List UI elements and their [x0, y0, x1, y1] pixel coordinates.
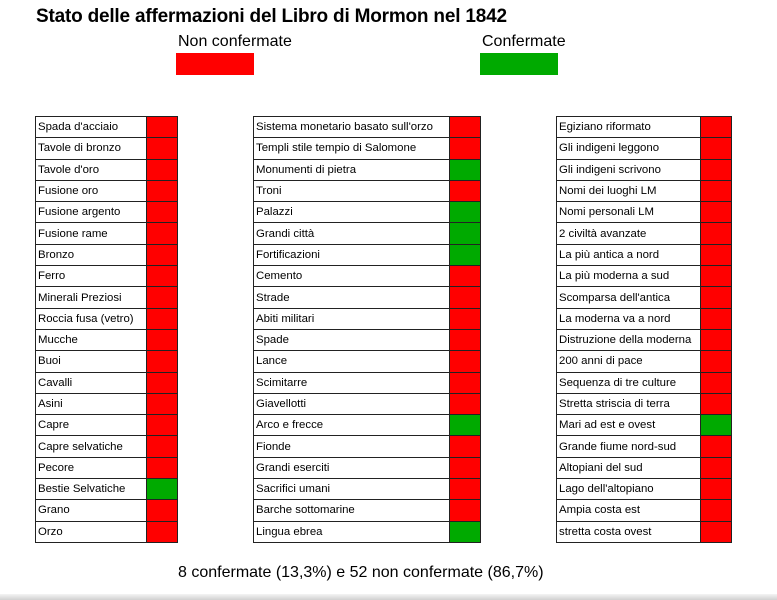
claim-status-cell	[450, 117, 481, 138]
claim-label: 2 civiltà avanzate	[557, 223, 701, 244]
claim-status-cell	[450, 500, 481, 521]
claim-label: Monumenti di pietra	[254, 159, 450, 180]
legend-unconfirmed-swatch	[176, 53, 254, 75]
legend-unconfirmed-label: Non confermate	[178, 33, 292, 50]
claim-status-cell	[701, 457, 732, 478]
table-row	[557, 223, 732, 244]
claim-label: La più moderna a sud	[557, 266, 701, 287]
claim-status-cell	[147, 500, 178, 521]
claim-label: Ampia costa est	[557, 500, 701, 521]
claim-status-cell	[147, 180, 178, 201]
claim-label: Ferro	[36, 266, 147, 287]
claim-status-cell	[701, 202, 732, 223]
claim-label: Distruzione della moderna	[557, 329, 701, 350]
claim-status-cell	[701, 479, 732, 500]
table-row	[36, 180, 178, 201]
claim-label: Spade	[254, 329, 450, 350]
table-row	[36, 500, 178, 521]
claim-status-cell	[147, 138, 178, 159]
table-row	[254, 117, 481, 138]
table-row	[254, 308, 481, 329]
claim-label: Bestie Selvatiche	[36, 479, 147, 500]
claim-status-cell	[450, 415, 481, 436]
claim-label: Tavole di bronzo	[36, 138, 147, 159]
table-row	[557, 521, 732, 542]
claim-status-cell	[147, 393, 178, 414]
claim-label: Scimitarre	[254, 372, 450, 393]
claim-label: Pecore	[36, 457, 147, 478]
claim-label: Egiziano riformato	[557, 117, 701, 138]
claim-status-cell	[701, 393, 732, 414]
claim-label: Cemento	[254, 266, 450, 287]
claim-status-cell	[701, 138, 732, 159]
table-row	[36, 244, 178, 265]
claim-label: Abiti militari	[254, 308, 450, 329]
table-row	[36, 159, 178, 180]
claim-status-cell	[147, 457, 178, 478]
table-row	[557, 266, 732, 287]
claim-status-cell	[450, 436, 481, 457]
claim-status-cell	[450, 308, 481, 329]
claim-label: Tavole d'oro	[36, 159, 147, 180]
claim-status-cell	[147, 223, 178, 244]
claim-status-cell	[147, 479, 178, 500]
claim-status-cell	[701, 372, 732, 393]
claim-label: Giavellotti	[254, 393, 450, 414]
table-row	[557, 159, 732, 180]
claim-status-cell	[450, 138, 481, 159]
claim-label: 200 anni di pace	[557, 351, 701, 372]
table-row	[36, 329, 178, 350]
table-row	[557, 308, 732, 329]
table-row	[557, 393, 732, 414]
table-row	[254, 479, 481, 500]
table-row	[36, 351, 178, 372]
table-row	[254, 244, 481, 265]
legend-confirmed-swatch	[480, 53, 558, 75]
claim-status-cell	[701, 117, 732, 138]
table-row	[36, 436, 178, 457]
table-row	[254, 436, 481, 457]
table-row	[36, 479, 178, 500]
claim-label: Cavalli	[36, 372, 147, 393]
table-row	[557, 415, 732, 436]
window-bottom-edge	[0, 594, 777, 600]
claim-label: Lago dell'altopiano	[557, 479, 701, 500]
claim-status-cell	[701, 351, 732, 372]
claim-status-cell	[450, 329, 481, 350]
claim-status-cell	[450, 202, 481, 223]
claim-status-cell	[701, 500, 732, 521]
table-row	[557, 202, 732, 223]
claim-label: Grano	[36, 500, 147, 521]
claim-label: Orzo	[36, 521, 147, 542]
claim-status-cell	[450, 180, 481, 201]
claim-status-cell	[450, 287, 481, 308]
claim-status-cell	[147, 244, 178, 265]
claim-label: Troni	[254, 180, 450, 201]
claim-label: Fionde	[254, 436, 450, 457]
table-row	[557, 329, 732, 350]
table-row	[557, 351, 732, 372]
claim-label: Sacrifici umani	[254, 479, 450, 500]
claim-status-cell	[147, 159, 178, 180]
claims-table-middle	[253, 116, 481, 543]
claim-label: Altopiani del sud	[557, 457, 701, 478]
table-row	[36, 266, 178, 287]
table-row	[557, 436, 732, 457]
table-row	[254, 202, 481, 223]
claim-status-cell	[701, 329, 732, 350]
table-row	[254, 266, 481, 287]
claim-label: La moderna va a nord	[557, 308, 701, 329]
claims-table-left	[35, 116, 178, 543]
claim-label: Sequenza di tre culture	[557, 372, 701, 393]
table-row	[254, 287, 481, 308]
claim-label: Sistema monetario basato sull'orzo	[254, 117, 450, 138]
claim-label: La più antica a nord	[557, 244, 701, 265]
claim-label: Capre	[36, 415, 147, 436]
table-row	[254, 457, 481, 478]
summary-text: 8 confermate (13,3%) e 52 non confermate (86,7%)	[178, 564, 544, 581]
claim-label: Fusione rame	[36, 223, 147, 244]
claim-label: Arco e frecce	[254, 415, 450, 436]
claim-label: Asini	[36, 393, 147, 414]
claim-status-cell	[701, 266, 732, 287]
table-row	[36, 223, 178, 244]
claim-status-cell	[450, 351, 481, 372]
claim-label: Nomi personali LM	[557, 202, 701, 223]
table-row	[36, 202, 178, 223]
claim-status-cell	[450, 393, 481, 414]
table-row	[254, 138, 481, 159]
claim-status-cell	[450, 457, 481, 478]
claim-label: Gli indigeni scrivono	[557, 159, 701, 180]
claims-table-right	[556, 116, 732, 543]
claim-status-cell	[450, 479, 481, 500]
claim-status-cell	[147, 372, 178, 393]
claim-status-cell	[701, 415, 732, 436]
table-row	[254, 393, 481, 414]
claim-status-cell	[701, 159, 732, 180]
claim-label: Lance	[254, 351, 450, 372]
claim-label: Mucche	[36, 329, 147, 350]
table-row	[36, 138, 178, 159]
table-row	[254, 372, 481, 393]
claim-label: Capre selvatiche	[36, 436, 147, 457]
claim-status-cell	[450, 223, 481, 244]
claim-status-cell	[147, 415, 178, 436]
table-row	[36, 415, 178, 436]
claim-label: Lingua ebrea	[254, 521, 450, 542]
table-row	[254, 415, 481, 436]
claim-status-cell	[147, 308, 178, 329]
claim-status-cell	[147, 436, 178, 457]
claim-label: stretta costa ovest	[557, 521, 701, 542]
table-row	[557, 372, 732, 393]
claim-label: Fusione oro	[36, 180, 147, 201]
claim-status-cell	[701, 436, 732, 457]
claim-label: Stretta striscia di terra	[557, 393, 701, 414]
claim-status-cell	[147, 287, 178, 308]
claim-label: Barche sottomarine	[254, 500, 450, 521]
claim-label: Palazzi	[254, 202, 450, 223]
claim-label: Templi stile tempio di Salomone	[254, 138, 450, 159]
table-row	[557, 479, 732, 500]
table-row	[557, 117, 732, 138]
legend-confirmed-label: Confermate	[482, 33, 566, 50]
claim-label: Nomi dei luoghi LM	[557, 180, 701, 201]
claim-label: Fusione argento	[36, 202, 147, 223]
claim-status-cell	[450, 372, 481, 393]
table-row	[254, 180, 481, 201]
claim-label: Fortificazioni	[254, 244, 450, 265]
claim-status-cell	[450, 521, 481, 542]
table-row	[557, 457, 732, 478]
claim-status-cell	[147, 351, 178, 372]
claim-label: Buoi	[36, 351, 147, 372]
claim-label: Roccia fusa (vetro)	[36, 308, 147, 329]
table-row	[557, 500, 732, 521]
claim-status-cell	[147, 117, 178, 138]
table-row	[254, 223, 481, 244]
table-row	[36, 287, 178, 308]
table-row	[36, 393, 178, 414]
claim-label: Mari ad est e ovest	[557, 415, 701, 436]
table-row	[254, 329, 481, 350]
table-row	[557, 287, 732, 308]
claim-label: Spada d'acciaio	[36, 117, 147, 138]
table-row	[254, 521, 481, 542]
claim-label: Scomparsa dell'antica	[557, 287, 701, 308]
claim-status-cell	[701, 244, 732, 265]
page-title: Stato delle affermazioni del Libro di Mormon nel 1842	[36, 6, 507, 27]
claim-status-cell	[701, 287, 732, 308]
claim-label: Gli indigeni leggono	[557, 138, 701, 159]
claim-label: Strade	[254, 287, 450, 308]
table-row	[36, 372, 178, 393]
claim-label: Minerali Preziosi	[36, 287, 147, 308]
claim-status-cell	[701, 223, 732, 244]
table-row	[557, 180, 732, 201]
table-row	[254, 351, 481, 372]
claim-label: Bronzo	[36, 244, 147, 265]
claim-status-cell	[701, 521, 732, 542]
table-row	[254, 159, 481, 180]
claim-status-cell	[450, 244, 481, 265]
table-row	[557, 138, 732, 159]
claim-status-cell	[701, 308, 732, 329]
claim-label: Grandi eserciti	[254, 457, 450, 478]
claim-label: Grandi città	[254, 223, 450, 244]
claim-status-cell	[147, 521, 178, 542]
table-row	[36, 117, 178, 138]
claim-status-cell	[147, 329, 178, 350]
table-row	[557, 244, 732, 265]
table-row	[36, 308, 178, 329]
claim-status-cell	[147, 266, 178, 287]
claim-status-cell	[450, 266, 481, 287]
claim-label: Grande fiume nord-sud	[557, 436, 701, 457]
table-row	[36, 521, 178, 542]
claim-status-cell	[147, 202, 178, 223]
table-row	[36, 457, 178, 478]
claim-status-cell	[450, 159, 481, 180]
table-row	[254, 500, 481, 521]
claim-status-cell	[701, 180, 732, 201]
